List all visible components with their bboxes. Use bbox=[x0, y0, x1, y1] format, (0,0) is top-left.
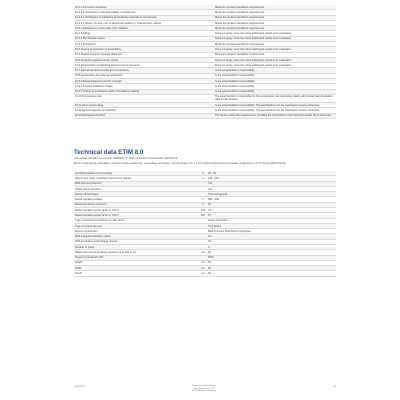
unit: kW bbox=[198, 207, 207, 212]
property-name: With thermal protection bbox=[74, 181, 198, 186]
row-value: Is the panel builder's responsibility. bbox=[214, 89, 336, 94]
table-row bbox=[74, 271, 336, 276]
unit: kW bbox=[198, 213, 207, 218]
unit: A bbox=[198, 176, 207, 181]
property-name: Depth bbox=[74, 271, 198, 276]
row-value: The device meets the requirements, provided the information in the instruction leaflet (IL) is observed. bbox=[214, 113, 336, 118]
property-value: 94 bbox=[207, 271, 336, 276]
property-value: 55 bbox=[207, 266, 336, 271]
property-name: Number of poles bbox=[74, 244, 198, 249]
row-label: 10.3 Degree of protection of assemblies bbox=[74, 47, 214, 52]
unit: A bbox=[198, 171, 207, 176]
property-value: 3 bbox=[207, 244, 336, 249]
property-value: No bbox=[207, 239, 336, 244]
property-value: 416 - 416 bbox=[207, 176, 336, 181]
row-label: 10.2.2 Corrosion resistance bbox=[74, 5, 214, 10]
design-verification-table bbox=[74, 5, 336, 119]
property-name: Rated operation power at AC-3, 230 V bbox=[74, 207, 198, 212]
row-label: 10.10 Temperature rise bbox=[74, 94, 214, 102]
unit: mm bbox=[198, 266, 207, 271]
row-label: 10.9.3 Impulse withstand voltage bbox=[74, 84, 214, 89]
row-label: 10.2.4 Resistance to ultra-violet (UV) radiation bbox=[74, 26, 214, 31]
footer-address bbox=[174, 385, 234, 393]
property-value: 15 bbox=[207, 213, 336, 218]
property-name: Rated operation power at AC-3, 400 V bbox=[74, 213, 198, 218]
property-value: Yes bbox=[207, 186, 336, 191]
row-label: 10.11 Short-circuit rating bbox=[74, 103, 214, 108]
footer-date: 03/08/2023 bbox=[74, 386, 85, 388]
property-name: Switch off technique bbox=[74, 192, 198, 197]
row-label: 10.6 Incorporation of switching devices and components bbox=[74, 63, 214, 68]
property-value: Turn button bbox=[207, 223, 336, 228]
row-label: 10.4 Clearances and creepage distances bbox=[74, 52, 214, 57]
row-value: Meets the product standard's requirements. bbox=[214, 15, 336, 20]
property-name: With integrated auxiliary switch bbox=[74, 234, 198, 239]
row-label: 10.2.6 Mechanical impact bbox=[74, 36, 214, 41]
row-value: Is the panel builder's responsibility. bbox=[214, 68, 336, 73]
property-name: Overload release current setting bbox=[74, 171, 198, 176]
footer-city: D-53115 Bonn, Germany bbox=[191, 390, 217, 393]
property-value: No bbox=[207, 234, 336, 239]
technical-data-table bbox=[74, 171, 336, 277]
row-value: Does not apply, since the entire switchgear needs to be evaluated. bbox=[214, 63, 336, 68]
classification-etim: Low-voltage industrial components (EG000017) / Motor protection circuit-breaker (EC000074) bbox=[74, 157, 178, 160]
property-value: Thermomagnetic bbox=[207, 192, 336, 197]
row-value: Does not apply, since the entire switchgear needs to be evaluated. bbox=[214, 57, 336, 62]
footer-company: Eaton Industries GmbH bbox=[192, 385, 216, 387]
unit: kA bbox=[198, 250, 207, 255]
property-value: 50 bbox=[207, 250, 336, 255]
unit: A bbox=[198, 202, 207, 207]
row-value: Meets the product standard's requirements. bbox=[214, 26, 336, 31]
row-label: 10.12 Electromagnetic compatibility bbox=[74, 108, 214, 113]
row-value: Meets the product standard's requirements. bbox=[214, 5, 336, 10]
row-value: The panel builder is responsible for the temperature rise calculation. Eaton will provide heat dissipation data for the devices. bbox=[214, 94, 336, 102]
row-value: Is the panel builder's responsibility. bbox=[214, 78, 336, 83]
property-value: 690 - 690 bbox=[207, 197, 336, 202]
row-label: 10.2.3.2 Verification of resistance of insulating materials to normal heat bbox=[74, 15, 214, 20]
row-value: Meets the product standard's requirements. bbox=[214, 10, 336, 15]
property-name: Width bbox=[74, 266, 198, 271]
property-name: Adjustment range undelayed short-circuit release bbox=[74, 176, 198, 181]
row-value: Does not apply, since the entire switchgear needs to be evaluated. bbox=[214, 31, 336, 36]
unit: mm bbox=[198, 260, 207, 265]
property-value: Built-in device fixed built-in technique bbox=[207, 229, 336, 234]
row-value: Is the panel builder's responsibility. bbox=[214, 84, 336, 89]
property-name: Rated short-circuit breaking capacity Icu at 400 V, AC bbox=[74, 250, 198, 255]
property-name: Device construction bbox=[74, 229, 198, 234]
property-value: Screw connection bbox=[207, 218, 336, 223]
property-value: 32 bbox=[207, 202, 336, 207]
footer-street: Hein-Moeller-Str. 7-11 bbox=[193, 387, 215, 390]
property-value: Yes bbox=[207, 181, 336, 186]
row-value: Is the panel builder's responsibility. bbox=[214, 73, 336, 78]
property-value: 93 bbox=[207, 260, 336, 265]
row-label: 10.9.2 Power-frequency electric strength bbox=[74, 78, 214, 83]
page-number: 4/4 bbox=[332, 386, 336, 388]
section-subtitle bbox=[74, 157, 336, 165]
row-value: Is the panel builder's responsibility. The specifications for the switchgear must be observed. bbox=[214, 108, 336, 113]
row-label: 10.2.5 Lifting bbox=[74, 31, 214, 36]
row-label: 10.5 Protection against electric shock bbox=[74, 57, 214, 62]
page-footer bbox=[74, 385, 336, 391]
row-label: 10.2.3.1 Verification of thermal stability of enclosures bbox=[74, 10, 214, 15]
row-value: Is the panel builder's responsibility. The specifications for the switchgear must be observed. bbox=[214, 103, 336, 108]
table-row bbox=[74, 94, 336, 102]
row-value: Meets the product standard's requirements. bbox=[214, 41, 336, 46]
row-label: 10.8 Connections for external conductors bbox=[74, 73, 214, 78]
row-label: 10.9.4 Testing of enclosures made of insulating material bbox=[74, 89, 214, 94]
row-value: Meets the product standard's requirements. bbox=[214, 52, 336, 57]
section-title: Technical data ETIM 8.0 bbox=[74, 149, 144, 156]
property-name: Type of control element bbox=[74, 223, 198, 228]
property-name: Degree of protection (IP) bbox=[74, 255, 198, 260]
row-label: 10.7 Internal electrical circuits and connections bbox=[74, 68, 214, 73]
property-value: 25 - 32 bbox=[207, 171, 336, 176]
property-name: With integrated undervoltage release bbox=[74, 239, 198, 244]
row-label: 10.13 Mechanical function bbox=[74, 113, 214, 118]
property-name: Height bbox=[74, 260, 198, 265]
property-name: Phase failure sensitive bbox=[74, 186, 198, 191]
classification-eclass: Electric engineering, automation, process control engineering / Low-voltage technology / Circuit breaker (LV < 1 kV) / Motor protection circuit-breaker (ecl@ss10.0.1-27-37-04-01 [AKF075013]) bbox=[74, 162, 286, 165]
property-name: Rated operating voltage bbox=[74, 197, 198, 202]
row-label: 10.2.7 Inscriptions bbox=[74, 41, 214, 46]
property-value: IP20 bbox=[207, 255, 336, 260]
table-row bbox=[74, 113, 336, 118]
unit: mm bbox=[198, 271, 207, 276]
property-value: 7.5 bbox=[207, 207, 336, 212]
unit: V bbox=[198, 197, 207, 202]
row-value: Does not apply, since the entire switchgear needs to be evaluated. bbox=[214, 47, 336, 52]
row-label: 10.2.3.3 Resist. of insul. mat. to abnormal heat/fire by internal elect. effects bbox=[74, 20, 214, 25]
property-name: Type of electrical connection of main circuit bbox=[74, 218, 198, 223]
row-value: Does not apply, since the entire switchgear needs to be evaluated. bbox=[214, 36, 336, 41]
row-value: Meets the product standard's requirements. bbox=[214, 20, 336, 25]
property-name: Rated permanent current Iu bbox=[74, 202, 198, 207]
